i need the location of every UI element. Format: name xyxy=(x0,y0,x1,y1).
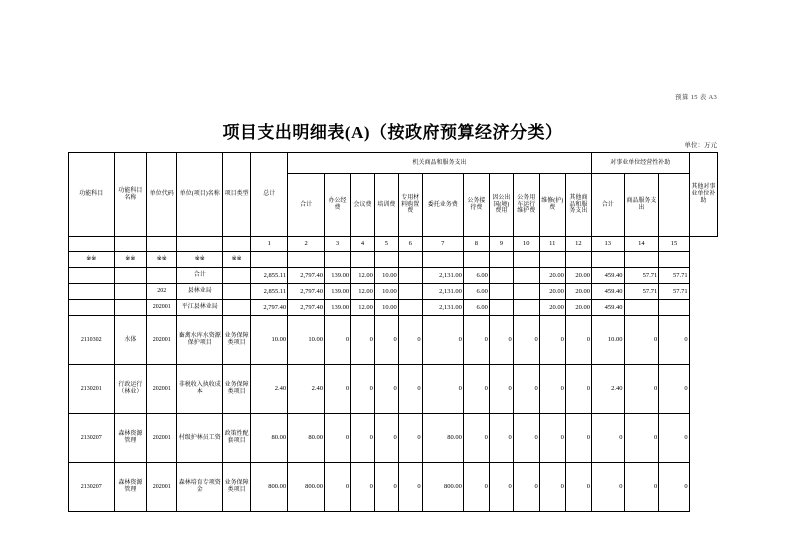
col-goods-services-group: 机关商品和服务支出 xyxy=(288,153,592,174)
cell: 0 xyxy=(659,414,689,463)
cell: 0 xyxy=(463,463,489,512)
cell: 0 xyxy=(565,365,591,414)
cell: 57.71 xyxy=(624,284,659,300)
cell: 139.00 xyxy=(325,284,351,300)
cell: ※※ xyxy=(223,252,251,268)
cell: 0 xyxy=(513,316,539,365)
cell: 10.00 xyxy=(251,316,288,365)
cell: 非税收入执收成本 xyxy=(177,365,223,414)
cell xyxy=(288,252,325,268)
cell: 20.00 xyxy=(539,268,565,284)
cell xyxy=(513,300,539,316)
col-unit-code: 单位代码 xyxy=(147,153,177,237)
cell: 0 xyxy=(463,316,489,365)
cell: 2,855.11 xyxy=(251,284,288,300)
cell: 县林业局 xyxy=(177,284,223,300)
colnum-6: 1 xyxy=(251,237,288,252)
cell: 0 xyxy=(513,463,539,512)
cell xyxy=(69,268,115,284)
cell: 水体 xyxy=(114,316,147,365)
col-training-expense: 培训费 xyxy=(374,174,398,237)
cell: 0 xyxy=(351,365,375,414)
cell: 20.00 xyxy=(539,284,565,300)
cell: 2,797.40 xyxy=(288,300,325,316)
cell: 0 xyxy=(565,463,591,512)
cell: 2110302 xyxy=(69,316,115,365)
cell xyxy=(624,252,659,268)
cell: 0 xyxy=(624,463,659,512)
cell: 畜禽水库水资源保护项目 xyxy=(177,316,223,365)
cell: 6.00 xyxy=(463,300,489,316)
colnum-2 xyxy=(114,237,147,252)
cell: 2,131.00 xyxy=(422,268,463,284)
cell: 202001 xyxy=(147,365,177,414)
unit-note: 单位：万元 xyxy=(684,142,717,149)
cell: 业务保障类项目 xyxy=(223,365,251,414)
cell: 0 xyxy=(624,365,659,414)
cell xyxy=(398,252,422,268)
cell: 0 xyxy=(374,316,398,365)
cell: 57.71 xyxy=(659,284,689,300)
colnum-13: 7 xyxy=(422,237,463,252)
cell: 10.00 xyxy=(374,268,398,284)
cell xyxy=(513,268,539,284)
cell: 0 xyxy=(489,463,513,512)
cell: 0 xyxy=(489,316,513,365)
cell: 0 xyxy=(489,365,513,414)
cell xyxy=(69,284,115,300)
table-row xyxy=(69,316,718,365)
cell xyxy=(659,252,689,268)
cell: 10.00 xyxy=(591,316,624,365)
cell xyxy=(489,300,513,316)
cell xyxy=(398,300,422,316)
cell xyxy=(463,252,489,268)
cell: ※※ xyxy=(114,252,147,268)
cell: 0 xyxy=(539,365,565,414)
table-row xyxy=(69,300,718,316)
colnum-20: 13 xyxy=(591,237,624,252)
cell: 202001 xyxy=(147,463,177,512)
cell: 0 xyxy=(398,463,422,512)
col-functional-code: 功能科目 xyxy=(69,153,115,237)
table-row xyxy=(69,268,718,284)
cell xyxy=(69,300,115,316)
cell: 10.00 xyxy=(374,300,398,316)
colnum-9: 3 xyxy=(325,237,351,252)
cell xyxy=(489,284,513,300)
cell: 0 xyxy=(351,316,375,365)
cell: 459.40 xyxy=(591,268,624,284)
table-row xyxy=(69,284,718,300)
colnum-14: 8 xyxy=(463,237,489,252)
table-row xyxy=(69,463,718,512)
cell: 20.00 xyxy=(565,268,591,284)
colnum-16: 10 xyxy=(513,237,539,252)
cell: 0 xyxy=(624,316,659,365)
cell xyxy=(223,300,251,316)
cell: 2130207 xyxy=(69,463,115,512)
col-repair-expense: 维修(护)费 xyxy=(539,174,565,237)
cell xyxy=(513,252,539,268)
cell: 0 xyxy=(374,463,398,512)
cell: 139.00 xyxy=(325,300,351,316)
cell: 0 xyxy=(624,414,659,463)
cell: 20.00 xyxy=(539,300,565,316)
cell: 12.00 xyxy=(351,284,375,300)
table-row xyxy=(69,414,718,463)
page-title: 项目支出明细表(A)（按政府预算经济分类） xyxy=(222,123,563,142)
cell xyxy=(147,268,177,284)
cell xyxy=(114,268,147,284)
cell: 0 xyxy=(565,316,591,365)
cell xyxy=(251,252,288,268)
cell: 2,131.00 xyxy=(422,284,463,300)
cell: 村级护林员工资 xyxy=(177,414,223,463)
cell: 20.00 xyxy=(565,300,591,316)
cell: 0 xyxy=(659,365,689,414)
col-entrusted-business: 委托业务费 xyxy=(422,174,463,237)
cell xyxy=(591,252,624,268)
cell: 0 xyxy=(422,316,463,365)
cell xyxy=(398,284,422,300)
cell: 森林培育专项资金 xyxy=(177,463,223,512)
colnum-15: 9 xyxy=(489,237,513,252)
cell: 80.00 xyxy=(288,414,325,463)
form-code-note: 预算 15 表 A3 xyxy=(675,94,717,101)
cell: 0 xyxy=(513,414,539,463)
cell xyxy=(114,300,147,316)
cell: 20.00 xyxy=(565,284,591,300)
cell: 2130207 xyxy=(69,414,115,463)
colnum-7: 2 xyxy=(288,237,325,252)
col-other-unit-subsidy: 其他对事业单位补助 xyxy=(689,153,717,237)
cell: 0 xyxy=(591,414,624,463)
cell xyxy=(489,252,513,268)
cell: ※※ xyxy=(69,252,115,268)
cell: 2,797.40 xyxy=(251,300,288,316)
cell: 80.00 xyxy=(251,414,288,463)
cell: 0 xyxy=(513,365,539,414)
cell: 57.71 xyxy=(624,268,659,284)
cell: 0 xyxy=(539,316,565,365)
cell: 0 xyxy=(591,463,624,512)
colnum-12: 6 xyxy=(398,237,422,252)
colnum-5 xyxy=(223,237,251,252)
colnum-4 xyxy=(177,237,223,252)
cell: 0 xyxy=(463,365,489,414)
cell: 0 xyxy=(325,463,351,512)
cell: 0 xyxy=(325,316,351,365)
cell xyxy=(223,284,251,300)
cell: 0 xyxy=(659,316,689,365)
cell: 0 xyxy=(659,463,689,512)
cell: 0 xyxy=(539,414,565,463)
cell: 459.40 xyxy=(591,300,624,316)
cell xyxy=(422,252,463,268)
cell: 政策性配套项目 xyxy=(223,414,251,463)
cell: 0 xyxy=(539,463,565,512)
cell: 0 xyxy=(351,463,375,512)
colnum-1 xyxy=(69,237,115,252)
budget-table-container xyxy=(68,152,718,512)
cell: 6.00 xyxy=(463,284,489,300)
cell: 2,855.11 xyxy=(251,268,288,284)
cell: 森林资源管理 xyxy=(114,463,147,512)
header-row-1 xyxy=(69,153,718,174)
cell: 0 xyxy=(398,365,422,414)
cell: 0 xyxy=(374,365,398,414)
cell: 202001 xyxy=(147,316,177,365)
col-total: 总计 xyxy=(251,153,288,237)
cell: 12.00 xyxy=(351,268,375,284)
table-row xyxy=(69,365,718,414)
colnum-17: 11 xyxy=(539,237,565,252)
cell xyxy=(659,300,689,316)
cell: 12.00 xyxy=(351,300,375,316)
col-subsidy-goods-services: 商品服务支出 xyxy=(624,174,659,237)
cell xyxy=(565,252,591,268)
cell: 2.40 xyxy=(591,365,624,414)
cell xyxy=(398,268,422,284)
col-overseas-travel: 因公出国(境)费用 xyxy=(489,174,513,237)
cell: 57.71 xyxy=(659,268,689,284)
col-subsidy-group: 对事业单位经营性补助 xyxy=(591,153,689,174)
cell xyxy=(223,268,251,284)
cell: 6.00 xyxy=(463,268,489,284)
cell: 2.40 xyxy=(288,365,325,414)
cell: 202001 xyxy=(147,414,177,463)
table-header xyxy=(69,153,718,252)
cell xyxy=(539,252,565,268)
cell: 2,131.00 xyxy=(422,300,463,316)
colnum-22: 15 xyxy=(659,237,689,252)
colnum-3 xyxy=(147,237,177,252)
cell: 0 xyxy=(398,316,422,365)
cell: 0 xyxy=(374,414,398,463)
cell: 10.00 xyxy=(374,284,398,300)
cell: 0 xyxy=(398,414,422,463)
table-body xyxy=(69,252,718,512)
cell: 0 xyxy=(565,414,591,463)
cell: 459.40 xyxy=(591,284,624,300)
col-other-goods-services: 其他商品和服务支出 xyxy=(565,174,591,237)
cell: 800.00 xyxy=(422,463,463,512)
cell: 800.00 xyxy=(288,463,325,512)
col-vehicle-maintenance: 公务用车运行维护费 xyxy=(513,174,539,237)
cell: 业务保障类项目 xyxy=(223,463,251,512)
cell: 0 xyxy=(422,365,463,414)
cell: 800.00 xyxy=(251,463,288,512)
cell: ※※ xyxy=(147,252,177,268)
col-unit-name: 单位(项目)名称 xyxy=(177,153,223,237)
cell xyxy=(374,252,398,268)
cell xyxy=(351,252,375,268)
budget-table xyxy=(68,152,718,512)
col-special-material: 专用材料购置费 xyxy=(398,174,422,237)
cell: 10.00 xyxy=(288,316,325,365)
cell: 202001 xyxy=(147,300,177,316)
colnum-10: 4 xyxy=(351,237,375,252)
cell: 森林资源管理 xyxy=(114,414,147,463)
cell: 平江县林业局 xyxy=(177,300,223,316)
cell: 2130201 xyxy=(69,365,115,414)
col-project-type: 项目类型 xyxy=(223,153,251,237)
col-meeting-expense: 会议费 xyxy=(351,174,375,237)
cell: ※※ xyxy=(177,252,223,268)
cell: 0 xyxy=(463,414,489,463)
cell: 0 xyxy=(489,414,513,463)
column-number-row xyxy=(69,237,718,252)
cell: 202 xyxy=(147,284,177,300)
table-row xyxy=(69,252,718,268)
colnum-18: 12 xyxy=(565,237,591,252)
cell xyxy=(624,300,659,316)
colnum-21: 14 xyxy=(624,237,659,252)
colnum-11: 5 xyxy=(374,237,398,252)
cell: 业务保障类项目 xyxy=(223,316,251,365)
cell: 80.00 xyxy=(422,414,463,463)
cell: 2,797.40 xyxy=(288,284,325,300)
col-goods-subtotal: 合计 xyxy=(288,174,325,237)
cell xyxy=(114,284,147,300)
col-subsidy-subtotal: 合计 xyxy=(591,174,624,237)
cell: 2,797.40 xyxy=(288,268,325,284)
col-office-expense: 办公经费 xyxy=(325,174,351,237)
cell xyxy=(513,284,539,300)
cell xyxy=(489,268,513,284)
cell: 合计 xyxy=(177,268,223,284)
cell: 0 xyxy=(351,414,375,463)
col-official-reception: 公务接待费 xyxy=(463,174,489,237)
cell: 行政运行（林业） xyxy=(114,365,147,414)
cell xyxy=(325,252,351,268)
cell: 0 xyxy=(325,365,351,414)
cell: 2.40 xyxy=(251,365,288,414)
cell: 139.00 xyxy=(325,268,351,284)
cell: 0 xyxy=(325,414,351,463)
col-functional-name: 功能科目名称 xyxy=(114,153,147,237)
